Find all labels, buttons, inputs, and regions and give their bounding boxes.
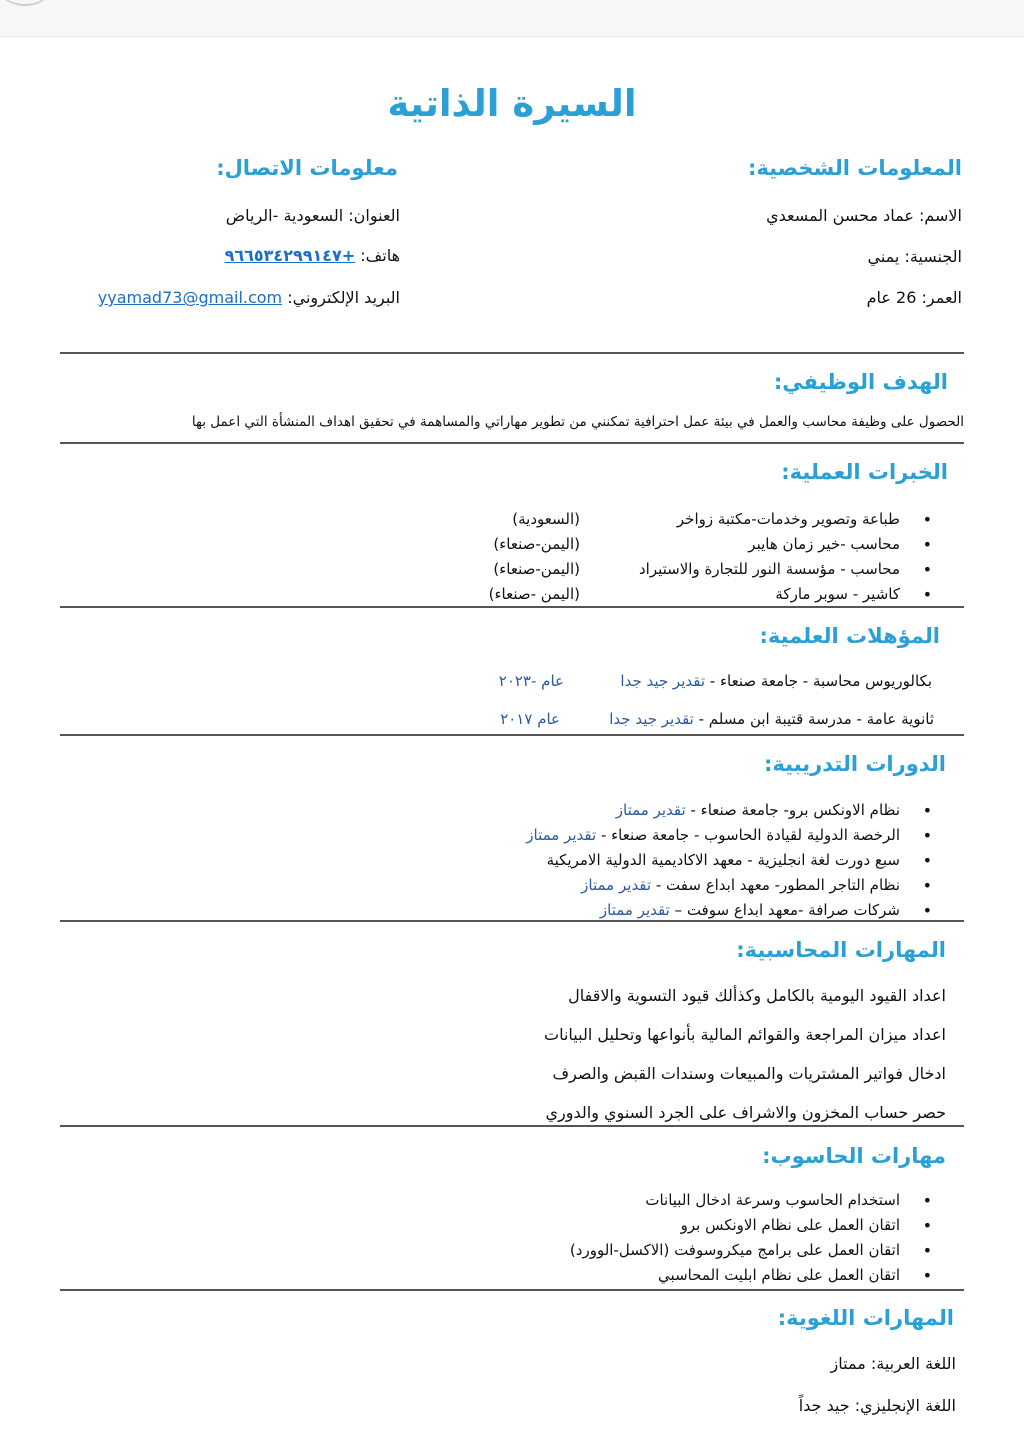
job-place: (السعودية) — [512, 510, 580, 528]
phone-label: هاتف: — [360, 246, 400, 265]
experience-heading: الخبرات العملية: — [781, 460, 948, 484]
page-title: السيرة الذاتية — [387, 82, 637, 125]
courses-heading: الدورات التدريبية: — [763, 752, 946, 776]
grade: تقدير جيد جدا — [609, 710, 694, 728]
browser-top-bar — [0, 0, 1024, 37]
degree: بكالوريوس محاسبة - جامعة صنعاء - — [709, 672, 932, 690]
course-text: نظام التاجر المطور- معهد ابداع سفت - — [655, 876, 900, 894]
grade: تقدير جيد جدا — [620, 672, 706, 690]
education-item — [620, 672, 932, 690]
course-text: سبع دورت لغة انجليزية - معهد الاكاديمية الدولية الامريكية — [546, 851, 900, 869]
divider — [60, 920, 964, 922]
divider — [60, 1125, 964, 1127]
email-link[interactable]: yyamad73@gmail.com — [97, 288, 283, 307]
list-item: • استخدام الحاسوب وسرعة ادخال البيانات — [518, 1188, 938, 1213]
course-text: شركات صرافة -معهد ابداع سوفت – — [674, 901, 900, 919]
computer-skills-heading: مهارات الحاسوب: — [762, 1144, 946, 1168]
course-grade: تقدير ممتاز — [599, 901, 670, 919]
education-heading: المؤهلات العلمية: — [759, 624, 940, 648]
objective-text: الحصول على وظيفة محاسب والعمل في بيئة عمل احترافية تمكنني من تطوير مهاراتي والمساهمة في تحقيق اهداف المنشأة التي اعمل بها — [191, 414, 964, 430]
experience-places — [489, 507, 580, 607]
email-line — [98, 288, 400, 307]
divider — [60, 606, 964, 608]
computer-skills-list — [518, 1188, 938, 1288]
year: عام -٢٠٢٣ — [498, 672, 564, 690]
divider — [60, 1289, 964, 1291]
phone-line — [225, 246, 400, 265]
course-text: نظام الاونكس برو- جامعة صنعاء - — [690, 801, 900, 819]
list-item — [418, 798, 938, 823]
contact-info-heading: معلومات الاتصال: — [216, 156, 398, 180]
objective-heading: الهدف الوظيفي: — [773, 370, 948, 394]
address-line: العنوان: السعودية -الرياض — [225, 206, 400, 225]
education-item — [609, 710, 934, 728]
courses-list — [418, 798, 938, 923]
job-place: (اليمن-صنعاء) — [493, 535, 580, 553]
divider — [60, 734, 964, 736]
accounting-skills-heading: المهارات المحاسبية: — [736, 938, 946, 962]
job-title: محاسب -خير زمان هايبر — [748, 535, 900, 553]
list-item: • اتقان العمل على برامج ميكروسوفت (الاكسل-الوورد) — [518, 1238, 938, 1263]
languages-heading: المهارات اللغوية: — [777, 1306, 954, 1330]
skill-line: اعداد ميزان المراجعة والقوائم المالية بأنواعها وتحليل البيانات — [544, 1025, 946, 1044]
job-place: (اليمن -صنعاء) — [488, 585, 580, 603]
job-place: (اليمن-صنعاء) — [493, 560, 580, 578]
job-title: محاسب - مؤسسة النور للتجارة والاستيراد — [639, 560, 900, 578]
arabic-language-line: اللغة العربية: ممتاز — [830, 1354, 956, 1373]
divider — [60, 352, 964, 354]
list-item: • اتقان العمل على نظام ابليت المحاسبي — [518, 1263, 938, 1288]
list-item — [418, 873, 938, 898]
back-arc-icon — [0, 0, 60, 6]
english-language-line: اللغة الإنجليزي: جيد جداً — [798, 1396, 956, 1415]
course-grade: تقدير ممتاز — [581, 876, 652, 894]
name-line: الاسم: عماد محسن المسعدي — [766, 206, 962, 225]
course-grade: تقدير ممتاز — [615, 801, 686, 819]
job-title: كاشير - سوبر ماركة — [775, 585, 900, 603]
list-item — [418, 823, 938, 848]
list-item — [418, 848, 938, 873]
list-item: • اتقان العمل على نظام الاونكس برو — [518, 1213, 938, 1238]
course-text: الرخصة الدولية لقيادة الحاسوب - جامعة صنعاء - — [600, 826, 900, 844]
age-line: العمر: 26 عام — [866, 288, 962, 307]
year: عام ٢٠١٧ — [500, 710, 560, 728]
skill-line: ادخال فواتير المشتريات والمبيعات وسندات القبض والصرف — [552, 1064, 946, 1083]
divider — [60, 442, 964, 444]
phone-link[interactable]: +٩٦٦٥٣٤٢٩٩١٤٧ — [224, 246, 356, 265]
personal-info-heading: المعلومات الشخصية: — [747, 156, 962, 180]
nationality-line: الجنسية: يمني — [867, 247, 962, 266]
email-label: البريد الإلكتروني: — [287, 288, 400, 307]
job-title: طباعة وتصوير وخدمات-مكتبة زواخر — [676, 510, 900, 528]
course-grade: تقدير ممتاز — [526, 826, 597, 844]
skill-line: حصر حساب المخزون والاشراف على الجرد السنوي والدوري — [545, 1103, 946, 1122]
degree: ثانوية عامة - مدرسة قتيبة ابن مسلم - — [698, 710, 934, 728]
accounting-skills-list — [544, 976, 946, 1132]
skill-line: اعداد القيود اليومية بالكامل وكذألك قيود التسوية والاقفال — [568, 986, 946, 1005]
